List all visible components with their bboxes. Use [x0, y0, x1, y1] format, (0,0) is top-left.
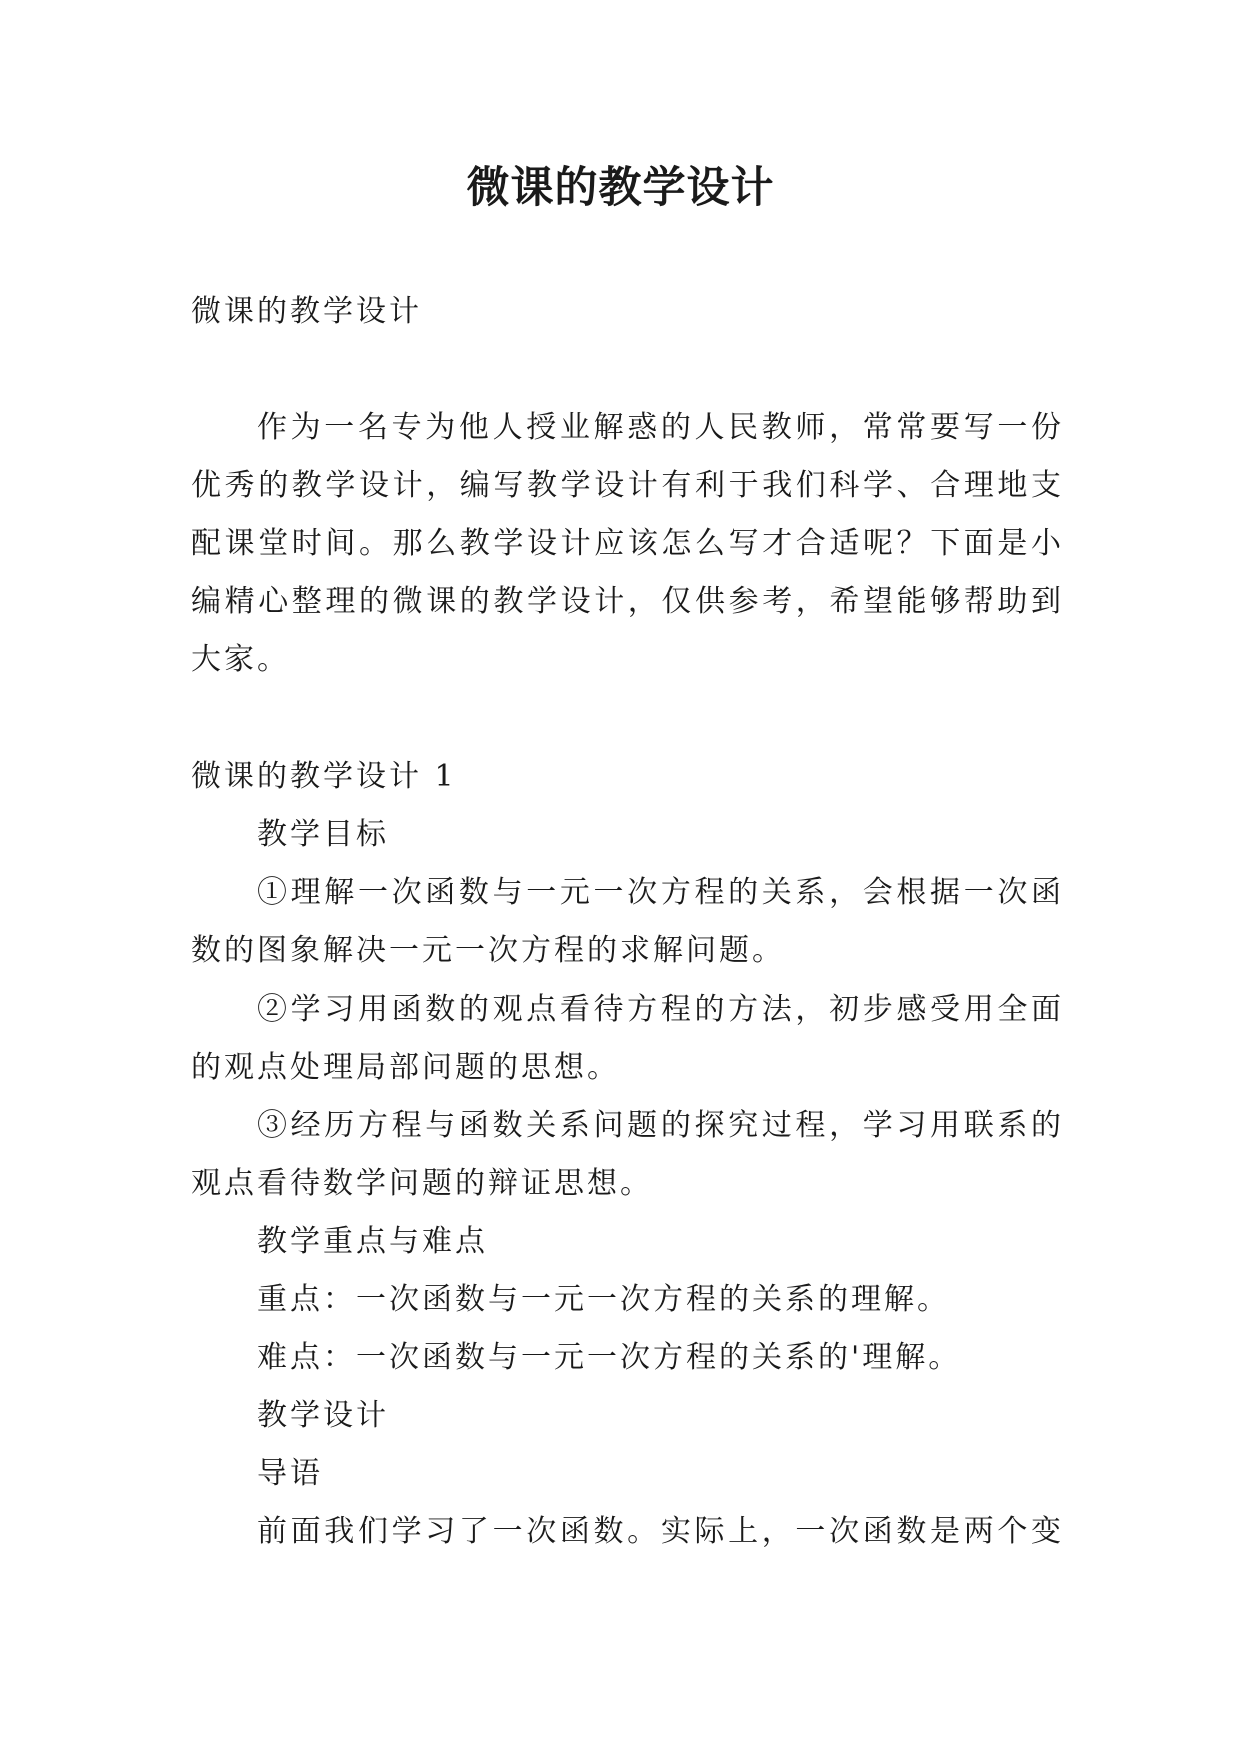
lead-in-line: 前面我们学习了一次函数。实际上，一次函数是两个变 — [257, 1514, 1061, 1549]
intro-line-5: 大家。 — [191, 642, 290, 677]
document-subtitle: 微课的教学设计 — [191, 294, 422, 329]
lead-in-heading: 导语 — [257, 1456, 323, 1491]
key-point: 重点：一次函数与一元一次方程的关系的理解。 — [257, 1282, 950, 1317]
key-points-heading: 教学重点与难点 — [257, 1224, 488, 1259]
goals-heading: 教学目标 — [257, 817, 389, 852]
goal-2-line-2: 的观点处理局部问题的思想。 — [191, 1050, 620, 1085]
intro-line-2: 优秀的教学设计，编写教学设计有利于我们科学、合理地支 — [191, 468, 1061, 503]
goal-2-line-1: ②学习用函数的观点看待方程的方法，初步感受用全面 — [257, 992, 1061, 1027]
document-title: 微课的教学设计 — [466, 163, 775, 213]
goal-1-line-2: 数的图象解决一元一次方程的求解问题。 — [191, 933, 785, 968]
section-heading: 微课的教学设计 1 — [191, 759, 457, 794]
intro-line-1: 作为一名专为他人授业解惑的人民教师，常常要写一份 — [257, 410, 1061, 445]
goal-3-line-2: 观点看待数学问题的辩证思想。 — [191, 1166, 653, 1201]
difficulty: 难点：一次函数与一元一次方程的关系的'理解。 — [257, 1340, 962, 1375]
intro-line-4: 编精心整理的微课的教学设计，仅供参考，希望能够帮助到 — [191, 584, 1061, 619]
design-heading: 教学设计 — [257, 1398, 389, 1433]
goal-3-line-1: ③经历方程与函数关系问题的探究过程，学习用联系的 — [257, 1108, 1061, 1143]
goal-1-line-1: ①理解一次函数与一元一次方程的关系，会根据一次函 — [257, 875, 1061, 910]
intro-line-3: 配课堂时间。那么教学设计应该怎么写才合适呢？下面是小 — [191, 526, 1061, 561]
